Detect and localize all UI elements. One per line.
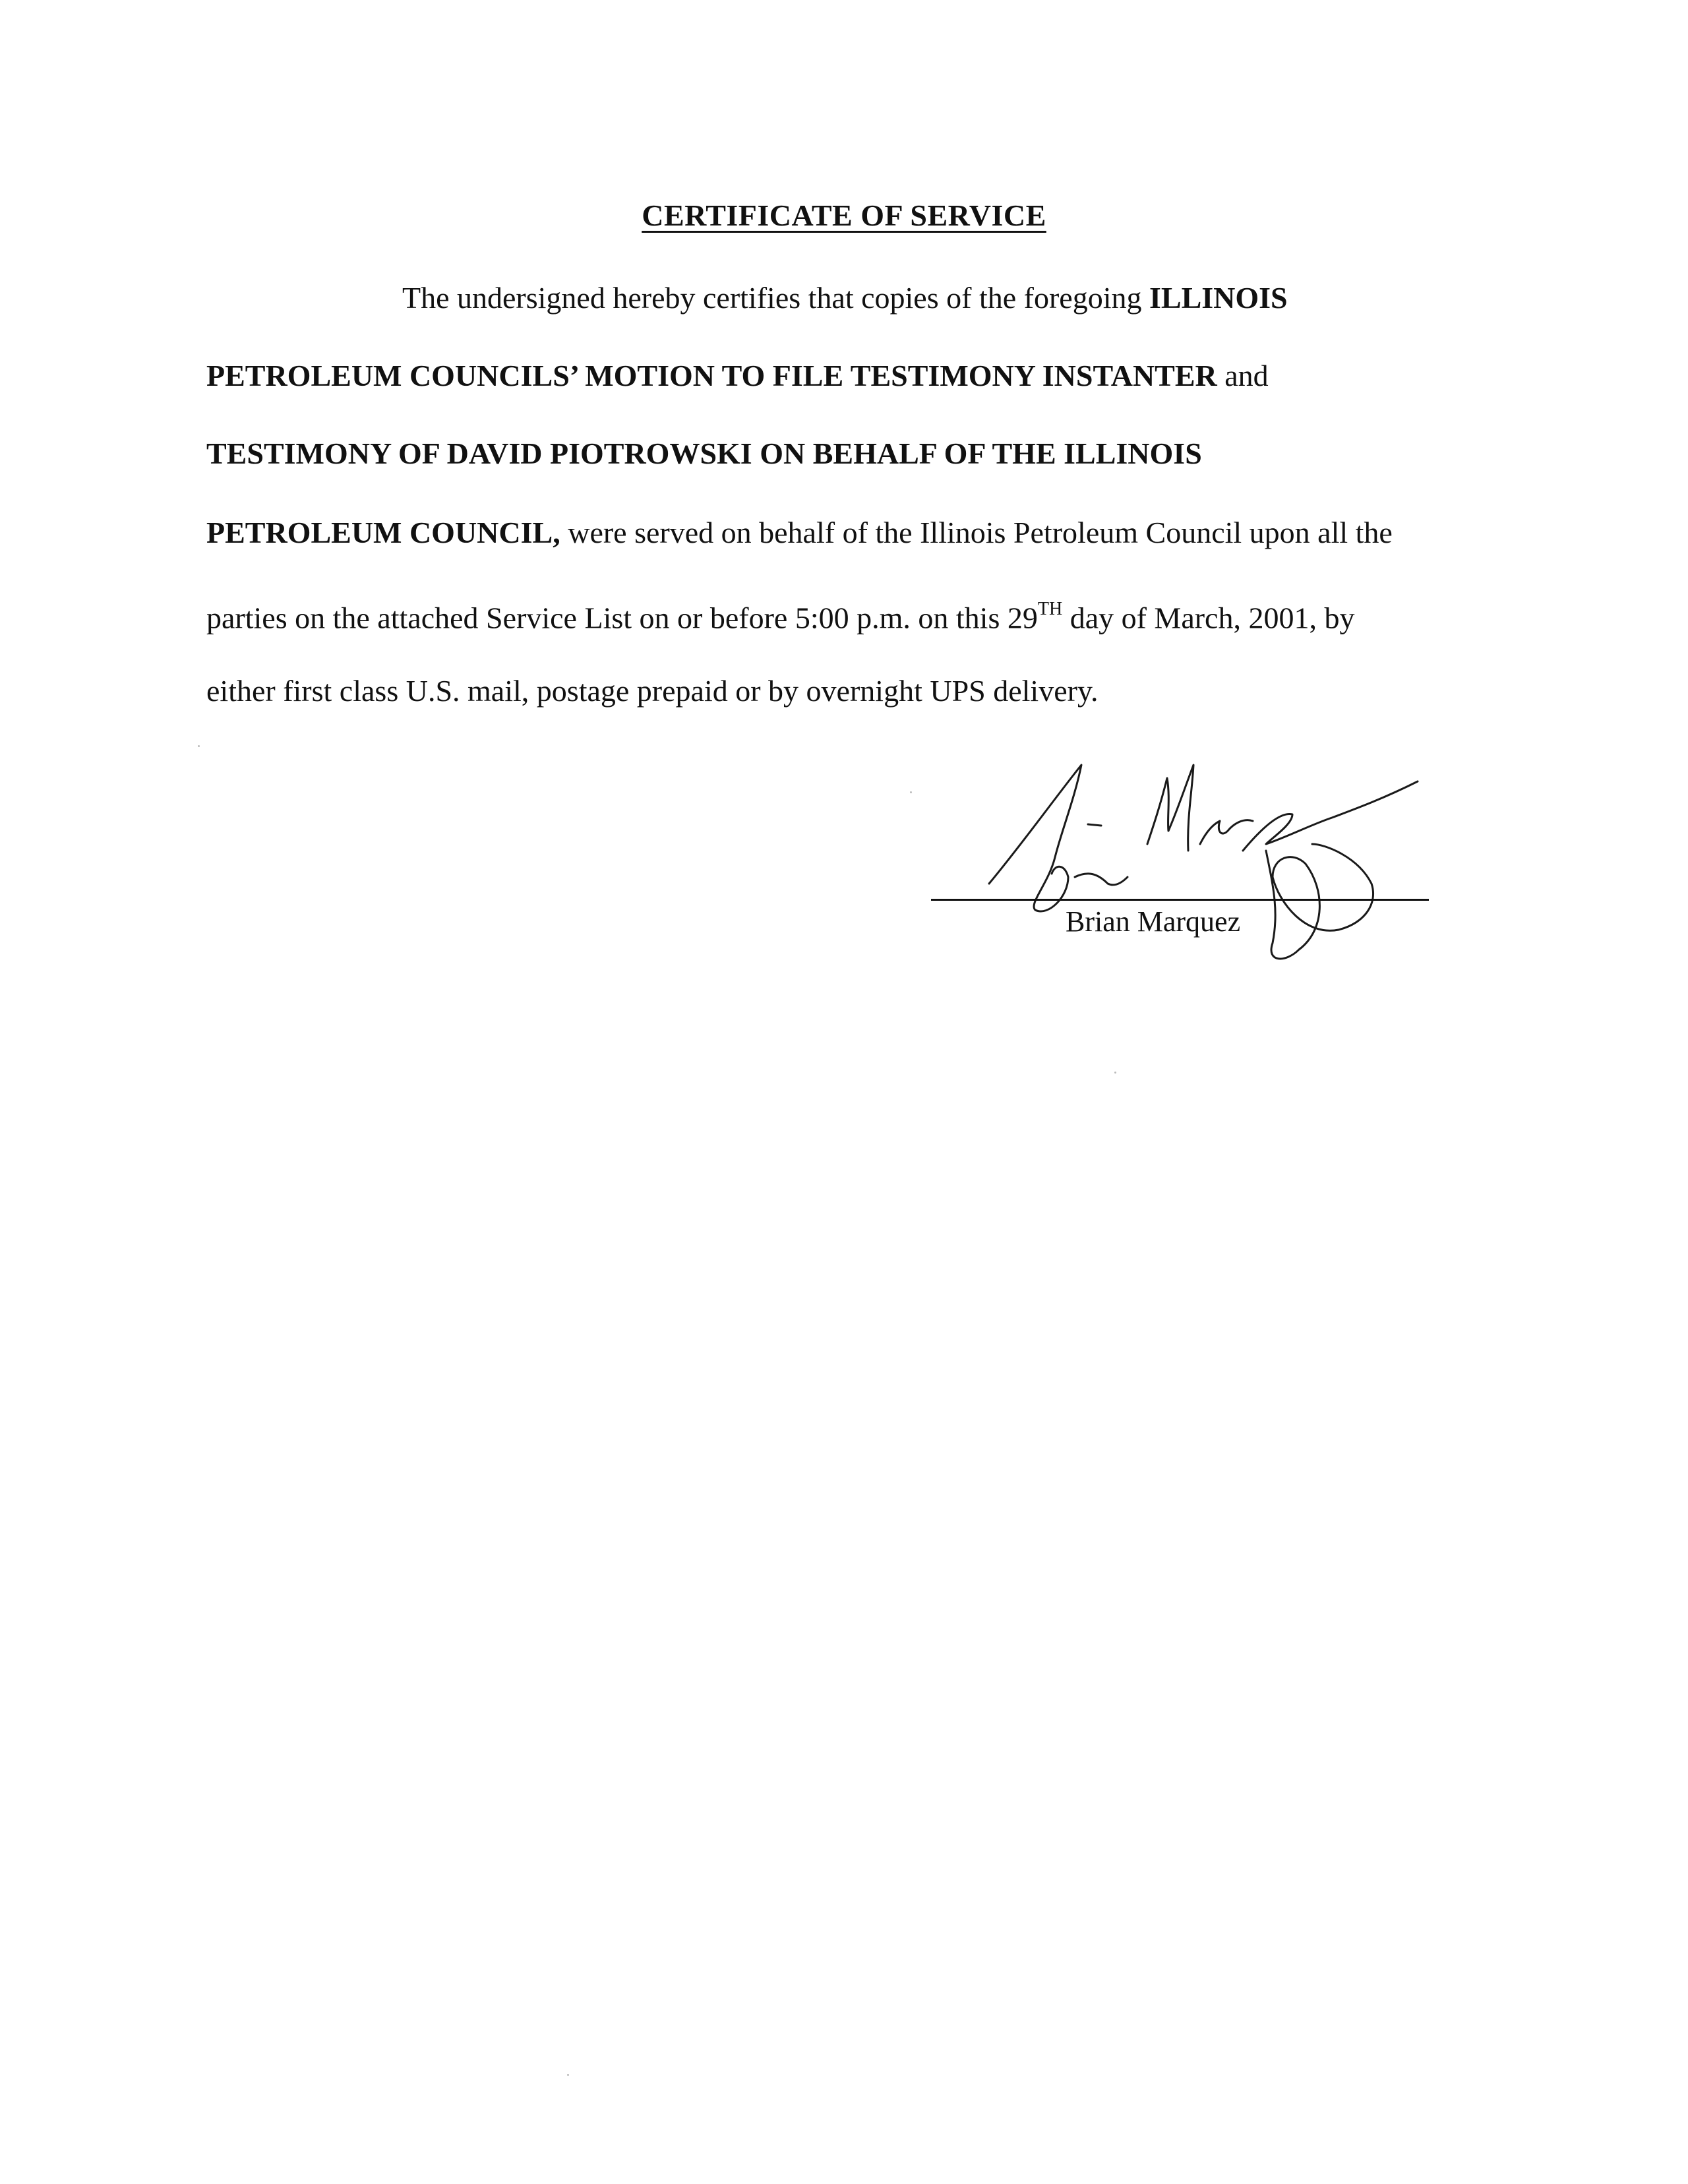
body-line-5	[206, 592, 1354, 638]
signature-line	[931, 899, 1429, 901]
body-text: and	[1217, 359, 1269, 392]
body-line-6: either first class U.S. mail, postage prepaid or by overnight UPS delivery.	[206, 674, 1099, 708]
body-text-bold: PETROLEUM COUNCIL,	[206, 516, 560, 549]
scan-speck	[910, 791, 912, 793]
signer-name: Brian Marquez	[1066, 905, 1241, 938]
scan-speck	[198, 745, 200, 747]
body-line-3: TESTIMONY OF DAVID PIOTROWSKI ON BEHALF OF THE ILLINOIS	[206, 437, 1202, 470]
body-text: parties on the attached Service List on or before 5:00 p.m. on this 29	[206, 601, 1038, 635]
body-line-1	[402, 278, 1288, 318]
scan-speck	[567, 2074, 569, 2076]
body-line-4	[206, 513, 1393, 553]
handwritten-signature	[982, 752, 1444, 976]
body-text-bold: ILLINOIS	[1149, 281, 1288, 315]
body-text: The undersigned hereby certifies that copies of the foregoing	[402, 281, 1149, 315]
document-title: CERTIFICATE OF SERVICE	[642, 198, 1046, 232]
body-text-bold: PETROLEUM COUNCILS’ MOTION TO FILE TESTIMONY INSTANTER	[206, 359, 1217, 392]
scan-speck	[1114, 1072, 1116, 1074]
body-line-2	[206, 356, 1269, 396]
body-text: were served on behalf of the Illinois Petroleum Council upon all the	[560, 516, 1393, 549]
ordinal-superscript: TH	[1037, 599, 1063, 619]
body-text: day of March, 2001, by	[1062, 601, 1355, 635]
